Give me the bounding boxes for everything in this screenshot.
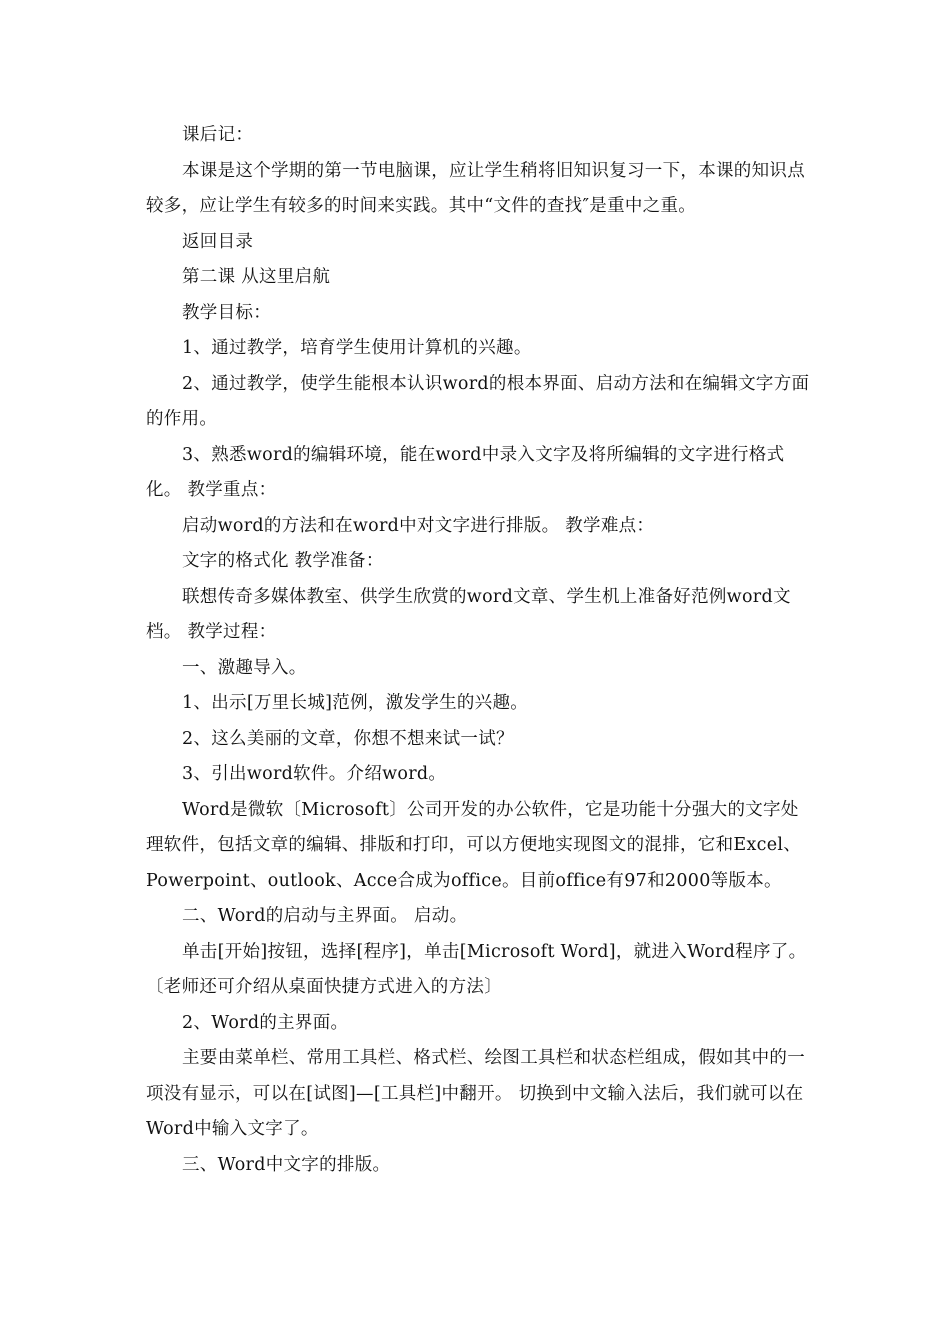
paragraph-word-intro: Word是微软〔Microsoft〕公司开发的办公软件，它是功能十分强大的文字处理软件，包括文章的编辑、排版和打印，可以方便地实现图文的混排，它和Excel、Powerpoint、outlook、Acce合成为office。目前office有97和2000等版本。 [146, 799, 802, 891]
paragraph-interface-description: 主要由菜单栏、常用工具栏、格式栏、绘图工具栏和状态栏组成，假如其中的一项没有显示，可以在[试图]—[工具栏]中翻开。 切换到中文输入法后，我们就可以在Word中输入文字了。 [146, 1048, 805, 1139]
heading-after-class-notes: 课后记： [182, 125, 254, 145]
objective-item-2: 2、通过教学，使学生能根本认识word的根本界面、启动方法和在编辑文字方面的作用。 [146, 373, 810, 429]
step-item-1: 1、出示[万里长城]范例，激发学生的兴趣。 [182, 693, 529, 713]
lesson-title: 第二课 从这里启航 [182, 267, 331, 287]
heading-teaching-objectives: 教学目标： [182, 302, 271, 323]
paragraph-start-word: 单击[开始]按钮，选择[程序]，单击[Microsoft Word]，就进入Word程序了。〔老师还可介绍从桌面快捷方式进入的方法〕 [146, 941, 807, 997]
objective-item-1: 1、通过教学，培育学生使用计算机的兴趣。 [182, 338, 532, 358]
objective-item-3: 3、熟悉word的编辑环境，能在word中录入文字及将所编辑的文字进行格式化。 教学重点： [146, 444, 785, 500]
paragraph-preparation: 联想传奇多媒体教室、供学生欣赏的word文章、学生机上准备好范例word文档。 教学过程： [146, 586, 791, 642]
document-body [146, 118, 814, 1183]
step-item-2: 2、这么美丽的文章，你想不想来试一试？ [182, 728, 514, 749]
back-to-contents-link[interactable]: 返回目录 [182, 231, 254, 252]
paragraph-difficulties: 文字的格式化 教学准备： [182, 551, 384, 571]
section-heading-1: 一、激趣导入。 [182, 657, 307, 678]
section-heading-2: 二、Word的启动与主界面。 启动。 [182, 906, 468, 926]
subheading-main-interface: 2、Word的主界面。 [182, 1012, 349, 1033]
paragraph-key-points: 启动word的方法和在word中对文字进行排版。 教学难点： [182, 515, 655, 536]
step-item-3: 3、引出word软件。介绍word。 [182, 764, 447, 784]
section-heading-3: 三、Word中文字的排版。 [182, 1154, 391, 1175]
paragraph-reflection: 本课是这个学期的第一节电脑课，应让学生稍将旧知识复习一下，本课的知识点较多，应让学生有较多的时间来实践。其中“文件的查找″是重中之重。 [146, 160, 805, 216]
